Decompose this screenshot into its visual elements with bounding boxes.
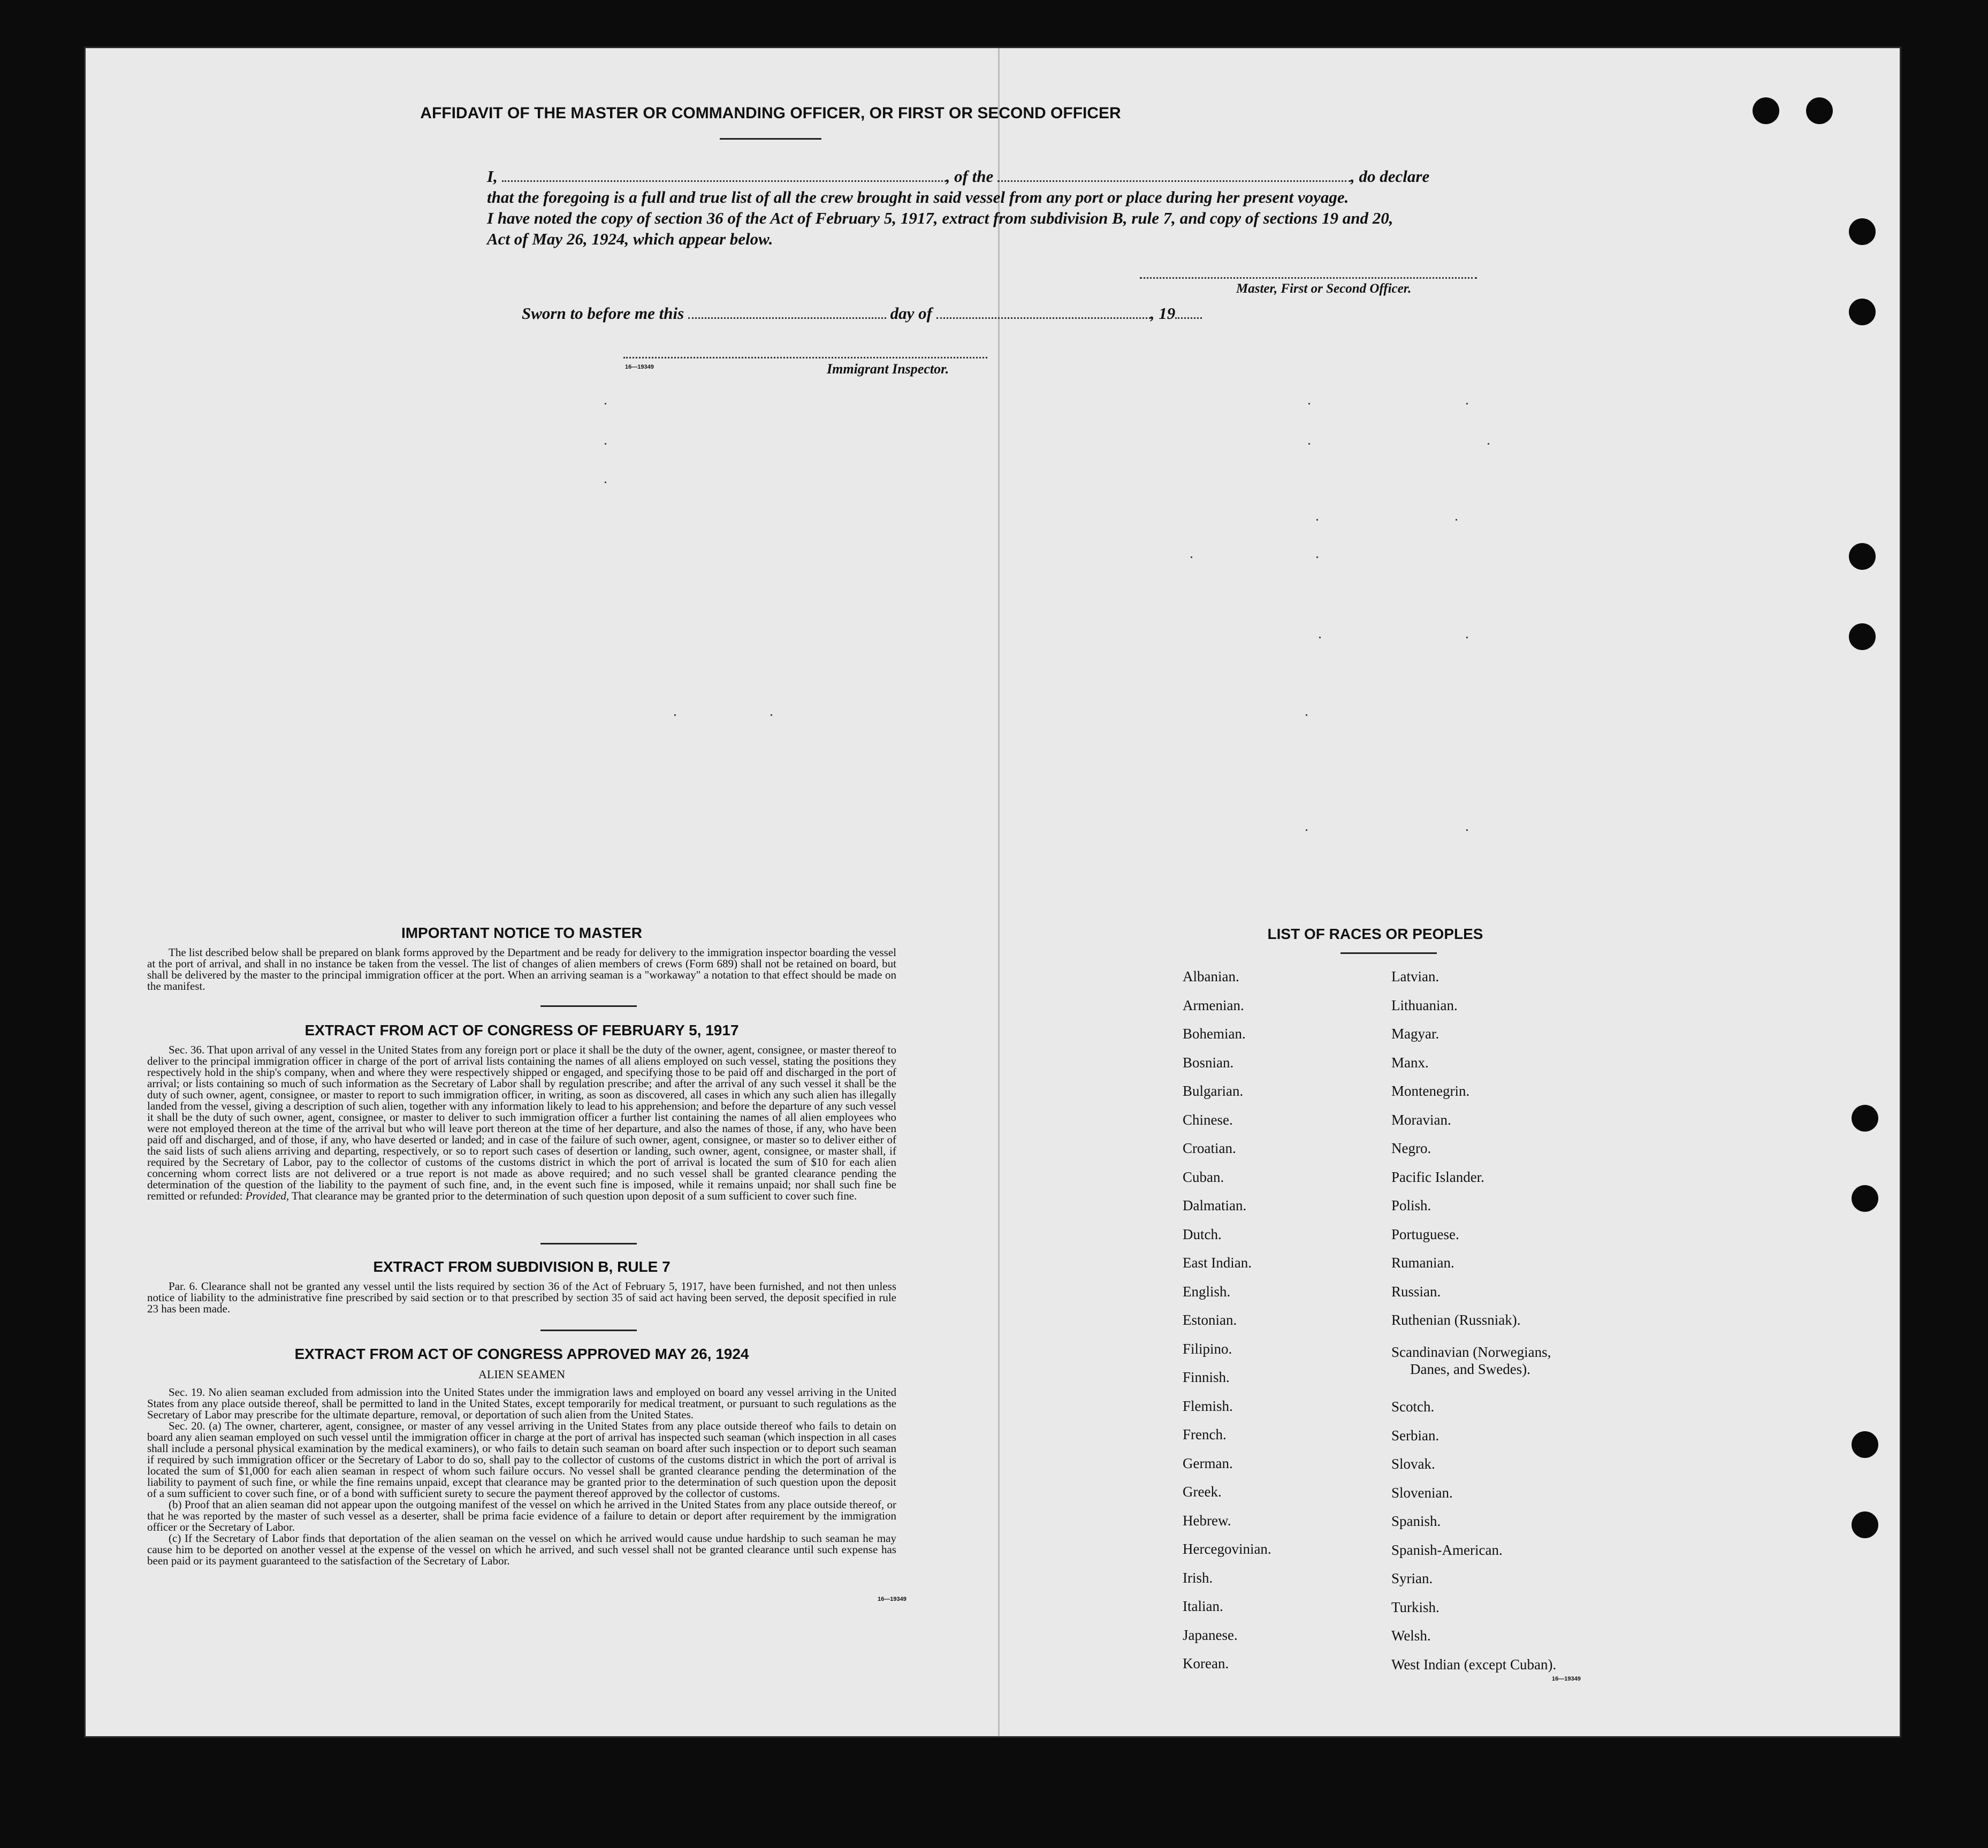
notice-title: IMPORTANT NOTICE TO MASTER xyxy=(401,925,643,941)
race-item: Greek. xyxy=(1183,1484,1222,1500)
sworn-year-blank[interactable] xyxy=(1175,306,1202,319)
race-item: Ruthenian (Russniak). xyxy=(1391,1312,1521,1328)
race-item: Negro. xyxy=(1391,1140,1431,1156)
race-item: German. xyxy=(1183,1455,1233,1471)
sec20a-text: Sec. 20. (a) The owner, charterer, agent, consignee, or master of any vessel arriving in the United States from any place outside thereof who fails to detain on board any alien seaman employed on such vessel until the immigration officer in charge at the port of arrival has inspected such seaman (which inspection in all cases shall include a personal physical examination by the medical examiners), or who fails to detain such seaman on board after such inspection or to deport such seaman if required by such immigration officer or the Secretary of Labor to do so, shall pay to the collector of customs of the customs district in which the port of arrival is located the sum of $1,000 for each alien seaman in respect of whom such failure occurs. No vessel shall be granted clearance pending the determination of the liability to payment of such fine, or while the fine remains unpaid, except that clearance may be granted prior to the determination of such question upon the deposit of a sum sufficient to cover such fine, or of a bond with sufficient surety to secure the payment thereof approved by the collector of customs. xyxy=(147,1419,896,1500)
alien-seamen-subtitle: ALIEN SEAMEN xyxy=(478,1368,565,1381)
race-item: Russian. xyxy=(1391,1283,1441,1300)
document-sheet xyxy=(86,48,1900,1736)
declare-of-the: , of the xyxy=(946,167,994,186)
race-item: Finnish. xyxy=(1183,1369,1230,1385)
master-signature-line[interactable] xyxy=(1140,277,1477,279)
affidavit-declaration xyxy=(487,166,1568,249)
punch-hole xyxy=(1753,97,1779,124)
sec19-text: Sec. 19. No alien seaman excluded from admission into the United States under the immigration laws and employed on board any vessel arriving in the United States from any place outside thereof, shall be permitted to land in the United States, except temporarily for medical treatment, or pursuant to such regulations as the Secretary of Labor may prescribe for the ultimate departure, removal, or deportation of such alien from the United States. xyxy=(147,1386,896,1421)
declaration-line-4: Act of May 26, 1924, which appear below. xyxy=(487,230,773,248)
punch-hole xyxy=(1852,1185,1878,1212)
sec20c-text: (c) If the Secretary of Labor finds that deportation of the alien seaman on the vessel on which he arrived would cause undue hardship to such seaman he may cause him to be deported on another vessel at the expense of the vessel on which he arrived, and such vessel shall not be granted clearance until such expense has been paid or its payment guaranteed to the satisfaction of the Secretary of Labor. xyxy=(147,1532,896,1567)
divider-2 xyxy=(540,1243,637,1244)
extract-1924-title: EXTRACT FROM ACT OF CONGRESS APPROVED MAY 26, 1924 xyxy=(294,1346,749,1362)
race-item: Spanish. xyxy=(1391,1513,1441,1529)
race-item: Turkish. xyxy=(1391,1599,1439,1615)
races-title: LIST OF RACES OR PEOPLES xyxy=(1267,926,1483,942)
notice-body xyxy=(147,947,896,992)
race-item: Pacific Islander. xyxy=(1391,1169,1484,1185)
race-item: Lithuanian. xyxy=(1391,997,1458,1013)
declare-i: I, xyxy=(487,167,498,186)
race-item: Korean. xyxy=(1183,1655,1229,1671)
race-item: Slovenian. xyxy=(1391,1484,1453,1501)
race-item: Serbian. xyxy=(1391,1427,1439,1444)
race-item: Welsh. xyxy=(1391,1628,1431,1644)
race-item: Cuban. xyxy=(1183,1169,1224,1185)
extract-1924-body xyxy=(147,1387,896,1567)
extract-1917-title: EXTRACT FROM ACT OF CONGRESS OF FEBRUARY 5, 1917 xyxy=(304,1022,739,1038)
races-column-2 xyxy=(1391,968,1777,1728)
race-item: Japanese. xyxy=(1183,1626,1238,1643)
race-item: Bosnian. xyxy=(1183,1054,1234,1071)
inspector-label: Immigrant Inspector. xyxy=(827,361,949,377)
affidavit-form-number: 16—19349 xyxy=(625,364,654,370)
race-item: Magyar. xyxy=(1391,1026,1439,1042)
rule7-text: Par. 6. Clearance shall not be granted any vessel until the lists required by section 36 of the Act of February 5, 1917, have been furnished, and not then unless notice of liability to the administrative fine prescribed by said section or to that prescribed by section 35 of said act having been served, the deposit specified in rule 23 has been made. xyxy=(147,1280,896,1315)
race-item: Montenegrin. xyxy=(1391,1083,1470,1099)
race-item: Chinese. xyxy=(1183,1111,1233,1128)
race-item: East Indian. xyxy=(1183,1255,1252,1271)
punch-hole xyxy=(1852,1431,1878,1458)
race-item: Syrian. xyxy=(1391,1570,1433,1586)
sworn-year-prefix: , 19 xyxy=(1150,304,1176,323)
title-divider xyxy=(720,138,821,140)
race-item: Bulgarian. xyxy=(1183,1083,1244,1099)
race-item: Estonian. xyxy=(1183,1312,1237,1328)
extract-1917-body xyxy=(147,1044,896,1202)
sec36-end: That clearance may be granted prior to the determination of such question upon deposit of a sum sufficient to cover such fine. xyxy=(292,1189,857,1202)
race-item: Polish. xyxy=(1391,1197,1431,1213)
declare-declare: , do declare xyxy=(1351,167,1430,186)
punch-hole xyxy=(1849,299,1876,325)
page-fold xyxy=(998,48,1000,1736)
race-item: Irish. xyxy=(1183,1569,1213,1586)
extract-form-number: 16—19349 xyxy=(878,1596,907,1602)
race-item: Bohemian. xyxy=(1183,1026,1246,1042)
race-item: Portuguese. xyxy=(1391,1226,1459,1242)
race-item: Armenian. xyxy=(1183,997,1244,1013)
race-item: Flemish. xyxy=(1183,1398,1233,1414)
notice-text: The list described below shall be prepared on blank forms approved by the Department and be ready for delivery to the immigration inspector boarding the vessel at the port of arrival, and shall in no instance be taken from the vessel. The list of changes of alien members of crews (Form 689) shall not be retained on board, but shall be delivered by the master to the principal immigration officer at the port. When an arriving seaman is a "workaway" a notation to that effect should be made on the manifest. xyxy=(147,946,896,992)
race-item: Rumanian. xyxy=(1391,1255,1454,1271)
race-item: Filipino. xyxy=(1183,1340,1232,1357)
punch-hole xyxy=(1849,623,1876,650)
race-item: English. xyxy=(1183,1283,1231,1300)
punch-hole xyxy=(1852,1105,1878,1132)
affidavit-title: AFFIDAVIT OF THE MASTER OR COMMANDING OFFICER, OR FIRST OR SECOND OFFICER xyxy=(420,104,1121,122)
sworn-day-of: day of xyxy=(890,304,932,323)
races-form-number: 16—19349 xyxy=(1552,1676,1581,1682)
punch-hole xyxy=(1849,543,1876,570)
sec36-label: Sec. 36. xyxy=(169,1043,205,1056)
race-item: Hebrew. xyxy=(1183,1512,1231,1529)
race-item: West Indian (except Cuban). xyxy=(1391,1656,1557,1673)
race-item: Italian. xyxy=(1183,1598,1223,1614)
punch-hole xyxy=(1849,218,1876,245)
race-item: Moravian. xyxy=(1391,1111,1451,1128)
name-blank[interactable] xyxy=(502,169,946,182)
sec36-text: That upon arrival of any vessel in the United States from any foreign port or place it shall be the duty of the owner, agent, consignee, or master thereof to deliver to the principal immigration officer in charge of the port of arrival lists containing the names of all aliens employed on such vessel, stating the positions they respectively hold in the ship's company, when and where they were respectively shipped or engaged, and specifying those to be paid off and discharged in the port of arrival; or lists containing so much of such information as the Secretary of Labor shall by regulation prescribe; and after the arrival of any such vessel it shall be the duty of such owner, agent, consignee, or master to report to such immigration officer, in writing, as soon as discovered, all cases in which any such alien has illegally landed from the vessel, giving a description of such alien, together with any information likely to lead to his apprehension; and before the departure of any such vessel it shall be the duty of such owner, agent, consignee, or master to deliver to such immigration officer a further list containing the names of all alien employees who were not employed thereon at the time of the arrival but who will leave port thereon at the time of her departure, and also the names of those, if any, who have been paid off and discharged, and of those, if any, who have deserted or landed; and in case of the failure of such owner, agent, consignee, or master so to deliver either of the said lists of such aliens arriving and departing, respectively, or so to report such cases of desertion or landing, such owner, agent, consignee, or master shall, if required by the Secretary of Labor, pay to the collector of customs of the customs district in which the port of arrival is located the sum of $10 for each alien concerning whom correct lists are not delivered or a true report is not made as above required; and no such vessel shall be granted clearance pending the determination of the question of the liability to the payment of such fine, and, in the event such fine is imposed, while it remains unpaid; nor shall such fine be remitted or refunded: xyxy=(147,1043,897,1202)
rule7-title: EXTRACT FROM SUBDIVISION B, RULE 7 xyxy=(373,1258,671,1275)
race-item: Slovak. xyxy=(1391,1456,1435,1472)
race-item: Croatian. xyxy=(1183,1140,1236,1156)
vessel-blank[interactable] xyxy=(997,169,1351,182)
master-signature-label: Master, First or Second Officer. xyxy=(1236,281,1412,296)
provided-word: Provided, xyxy=(245,1189,290,1202)
race-item: Scandinavian (Norwegians, xyxy=(1391,1344,1551,1360)
race-item: Dalmatian. xyxy=(1183,1197,1247,1213)
punch-hole xyxy=(1806,97,1833,124)
race-item: Hercegovinian. xyxy=(1183,1541,1271,1557)
divider-3 xyxy=(540,1330,637,1331)
sworn-month-blank[interactable] xyxy=(936,306,1151,319)
punch-hole xyxy=(1852,1511,1878,1538)
sworn-text: Sworn to before me this xyxy=(522,304,684,323)
declaration-line-2: that the foregoing is a full and true list of all the crew brought in said vessel from any port or place during her present voyage. xyxy=(487,188,1349,207)
race-item: Manx. xyxy=(1391,1054,1429,1071)
race-item-continuation: Danes, and Swedes). xyxy=(1410,1361,1530,1377)
sec20b-text: (b) Proof that an alien seaman did not appear upon the outgoing manifest of the vessel on which he arrived in the United States from any place outside thereof, or that he was reported by the master of such vessel as a deserter, shall be prima facie evidence of a failure to detain or deport after requirement by the immigration officer or the Secretary of Labor. xyxy=(147,1498,896,1533)
race-item: Latvian. xyxy=(1391,968,1439,984)
divider-1 xyxy=(540,1005,637,1007)
race-item: Dutch. xyxy=(1183,1226,1222,1242)
sworn-day-blank[interactable] xyxy=(688,306,886,319)
race-item: French. xyxy=(1183,1426,1227,1442)
sworn-line xyxy=(522,304,1202,323)
race-item: Albanian. xyxy=(1183,968,1239,984)
races-divider xyxy=(1340,952,1437,954)
race-item: Scotch. xyxy=(1391,1399,1435,1415)
declaration-line-3: I have noted the copy of section 36 of the Act of February 5, 1917, extract from subdivision B, rule 7, and copy of sections 19 and 20, xyxy=(487,209,1393,227)
inspector-signature-line[interactable] xyxy=(623,357,987,358)
rule7-body xyxy=(147,1281,896,1315)
race-item: Spanish-American. xyxy=(1391,1541,1503,1558)
